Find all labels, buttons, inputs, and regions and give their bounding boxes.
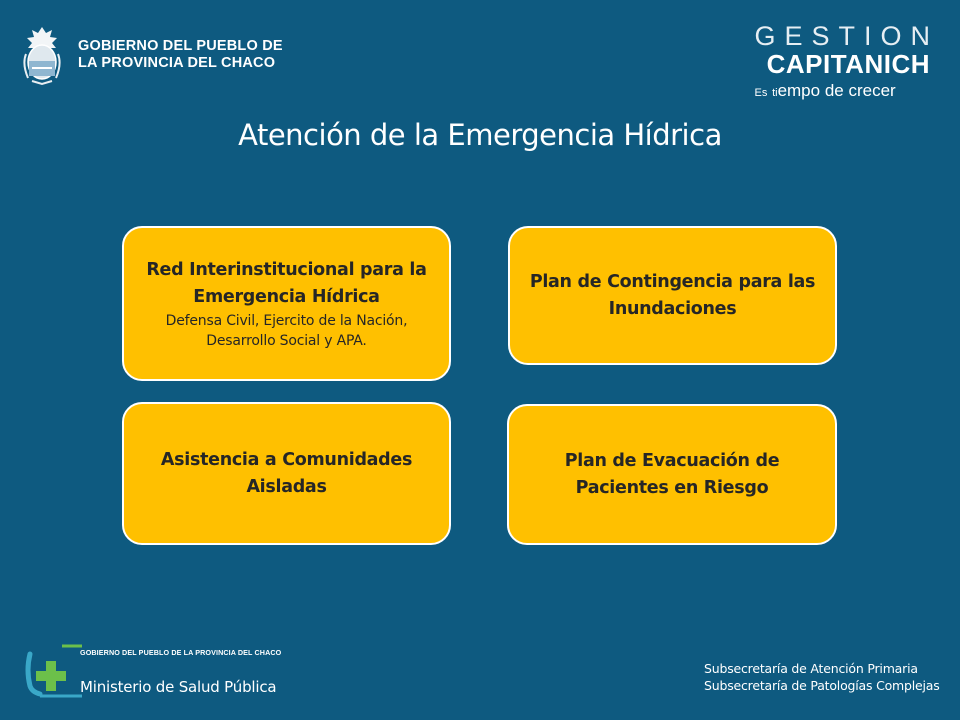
box-title: Asistencia a Comunidades Aisladas	[160, 449, 413, 497]
tagline-de: de	[824, 81, 844, 100]
slide-title: Atención de la Emergencia Hídrica	[238, 118, 722, 152]
department-primaria: Subsecretaría de Atención Primaria	[704, 661, 918, 676]
provincial-seal-icon	[22, 24, 62, 86]
brand-gestion: GESTION	[754, 21, 939, 51]
department-patologias: Subsecretaría de Patologías Complejas	[704, 678, 940, 693]
gov-logo-line2: LA PROVINCIA DEL CHACO	[78, 55, 276, 71]
tagline-empo: empo	[777, 81, 821, 100]
tagline-crecer: crecer	[848, 81, 896, 100]
box-plan-evacuacion	[507, 404, 837, 545]
government-logo	[22, 24, 283, 86]
brand-capitanich: CAPITANICH	[766, 49, 930, 79]
box-title: Plan de Evacuación de Pacientes en Riesgo	[564, 450, 780, 498]
gov-logo-line1: GOBIERNO DEL PUEBLO DE	[78, 38, 283, 54]
tagline-es: Es	[754, 87, 768, 99]
box-plan-contingencia	[508, 226, 837, 365]
brand-tagline	[754, 80, 930, 104]
box-title: Red Interinstitucional para la Emergencia Hídrica	[146, 259, 427, 307]
ministry-logo	[22, 640, 292, 702]
ministry-name: Ministerio de Salud Pública	[80, 678, 277, 696]
ministry-gov-line: GOBIERNO DEL PUEBLO DE LA PROVINCIA DEL CHACO	[80, 648, 282, 657]
health-cross-icon	[22, 640, 82, 702]
tagline-ti: ti	[772, 87, 778, 99]
departments-text	[704, 660, 940, 694]
box-subtitle: Defensa Civil, Ejercito de la Nación, Desarrollo Social y APA.	[165, 312, 408, 349]
box-title: Plan de Contingencia para las Inundaciones	[529, 271, 816, 319]
gestion-capitanich-logo	[754, 21, 939, 104]
box-asistencia-comunidades	[122, 402, 451, 545]
box-red-interinstitucional	[122, 226, 451, 381]
